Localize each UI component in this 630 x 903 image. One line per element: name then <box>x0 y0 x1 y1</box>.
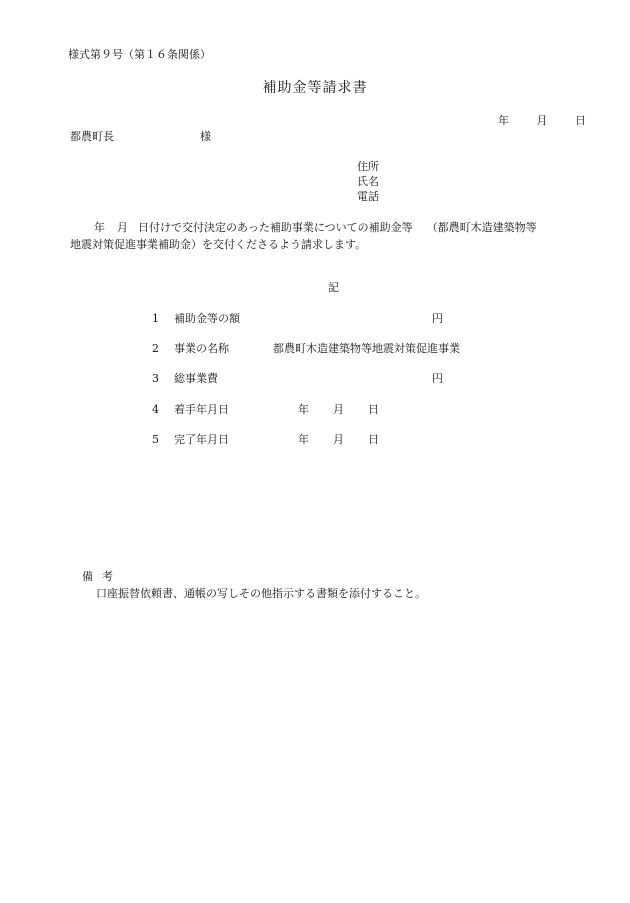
item-total-cost-unit: 円 <box>432 372 443 385</box>
remarks-heading <box>82 570 122 584</box>
applicant-address-label: 住所 <box>357 160 379 173</box>
statement-paren: （都農町木造建築物等 <box>426 221 537 234</box>
applicant-name-label: 氏名 <box>357 175 379 188</box>
item-label: 完了年月日 <box>174 433 229 446</box>
statement-text: 日付けで交付決定のあった補助事業についての補助金等 <box>138 221 413 234</box>
addressee <box>70 130 211 144</box>
item-completion-date <box>152 433 229 447</box>
request-statement-line-2: 地震対策促進事業補助金）を交付くださるよう請求します。 <box>70 238 367 251</box>
item-project-name-value: 都農町木造建築物等地震対策促進事業 <box>273 342 460 355</box>
completion-year-label: 年 <box>298 433 309 446</box>
item-label: 事業の名称 <box>174 342 229 355</box>
item-subsidy-amount-unit: 円 <box>432 312 443 325</box>
remarks-heading-char-2: 考 <box>102 570 113 583</box>
request-statement <box>70 219 590 253</box>
submission-date <box>498 114 586 128</box>
item-number: 1 <box>152 312 159 325</box>
item-start-date-fields <box>298 403 379 417</box>
document-title: 補助金等請求書 <box>262 80 368 96</box>
applicant-phone-label: 電話 <box>357 190 379 203</box>
remarks-heading-char-1: 備 <box>82 570 93 583</box>
statement-month: 月 <box>117 221 128 234</box>
start-month-label: 月 <box>333 403 344 416</box>
remarks-text: 口座振替依頼書、通帳の写しその他指示する書類を添付すること。 <box>96 587 426 600</box>
addressee-name: 都農町長 <box>70 130 114 143</box>
item-subsidy-amount <box>152 312 240 326</box>
item-project-name <box>152 342 229 356</box>
date-day-label: 日 <box>575 114 586 127</box>
completion-day-label: 日 <box>368 433 379 446</box>
ki-heading: 記 <box>328 281 339 294</box>
item-label: 総事業費 <box>174 372 218 385</box>
item-number: 4 <box>152 403 159 416</box>
item-number: 3 <box>152 372 159 385</box>
item-label: 着手年月日 <box>174 403 229 416</box>
date-month-label: 月 <box>536 114 548 127</box>
item-total-cost <box>152 372 218 386</box>
date-year-label: 年 <box>498 114 509 127</box>
start-year-label: 年 <box>298 403 309 416</box>
item-start-date <box>152 403 229 417</box>
addressee-honorific: 様 <box>200 130 211 143</box>
form-number: 様式第９号（第１６条関係） <box>68 48 211 61</box>
request-statement-line-1 <box>70 219 590 236</box>
item-number: 2 <box>152 342 159 355</box>
start-day-label: 日 <box>368 403 379 416</box>
item-label: 補助金等の額 <box>174 312 240 325</box>
applicant-block <box>357 160 379 205</box>
statement-year: 年 <box>94 221 105 234</box>
item-completion-date-fields <box>298 433 379 447</box>
completion-month-label: 月 <box>333 433 344 446</box>
item-number: 5 <box>152 433 159 446</box>
